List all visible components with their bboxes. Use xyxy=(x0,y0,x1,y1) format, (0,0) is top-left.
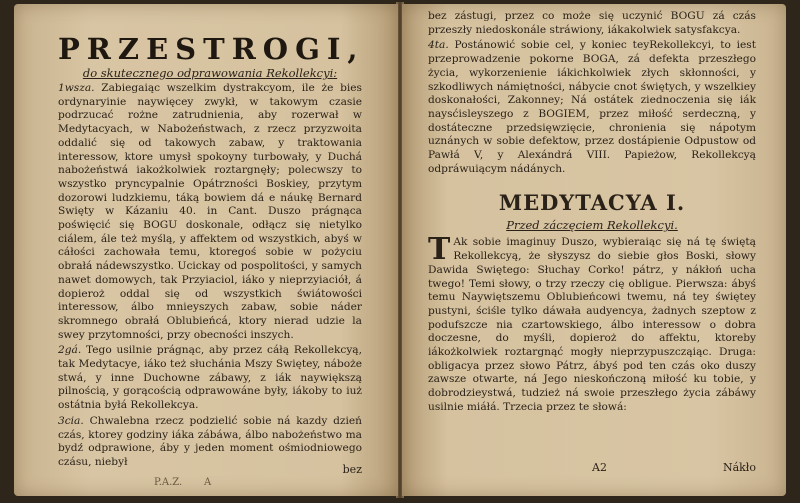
meditation-title: MEDYTACYA I. xyxy=(498,190,686,216)
paragraph-1 xyxy=(58,82,362,342)
signature-mark: P.A.Z. xyxy=(154,477,183,488)
meditation-paragraph xyxy=(428,232,756,414)
meditation-subtitle: Przed záczęciem Rekollekcyi. xyxy=(506,218,678,233)
paragraph-3 xyxy=(58,415,362,470)
left-page xyxy=(14,4,398,496)
paragraph-marker: 4ta. xyxy=(428,39,449,52)
paragraph-marker: 2gá. xyxy=(58,344,82,357)
signature-letter: A xyxy=(204,477,212,488)
page-title: PRZESTROGI, xyxy=(58,32,365,66)
point-4 xyxy=(428,39,756,176)
page-subtitle: do skutecznego odprawowania Rekollekcyi: xyxy=(82,66,338,80)
catchword: bez xyxy=(342,463,362,476)
catchword: Nákło xyxy=(722,461,756,474)
right-page xyxy=(402,4,786,496)
dropcap: T xyxy=(428,232,451,268)
paragraph-marker: 3cia. xyxy=(58,414,84,427)
paragraph-text: Chwalebna rzecz podzielić sobie ná kazdy dzień czás, ktorey godziny iáka zábáwa, álbo nabożeństwo ma bydź odprawione, áby y jeden moment ośmiodniowego czásu, niebył xyxy=(58,414,362,468)
paragraph-text: Zabiegaiąc wszelkim dystrakcyom, ile że bies ordynaryinie naywięcey zwykł, w takowym czasie podrzucać rożne zatrudnienia, aby rozerwał w Medytacyach, w Nabożeństwach, z rzecz przyzwoita oddalić się od takowych zabaw, y traktowania interessow, ktore umysł spokoyny turbowały, y Duchá nabożeństwá iakożkolwiek roztargnęły; polecwszy to wszystko pryncypalnie Opátrzności Boskiey, przytym dozorowi ludzkiemu, táką bowiem dá e náukę Bernard Swięty w Kázaniu 40. in Cant. Duszo prágnąca poświęcić się BOGU doskonale, odłącz się nietylko ciálem, ále też myślą, y affektem od wszystkich, abyś w cáłości zachowała temu, ktoregoś sobie w pożyciu obrałá nádewszystko. Ucickay od pospolitości, y samych nawet domowych, tak Przyiaciol, iáko y nieprzyiaciół, á dopieroż oddal się od wszystkich świátowości interessow, álbo mnieyszych zabaw, sobie náder skromnego obrałá Oblubieńcá, ktory nierad udzie la swey przytomności, przy obecności inszych. xyxy=(58,82,362,341)
intro-paragraph: bez zástugi, przez co może się uczynić BOGU zá czás przeszły niedoskonále stráwiony, iákakolwiek satysfakcya. xyxy=(428,10,756,36)
right-page-content xyxy=(402,4,786,496)
paragraph-text: Postánowić sobie cel, y koniec teyRekollekcyi, to iest przeprowadzenie pokorne BOGA, zá defekta przeszłego życia, wykorzenienie iákichkolwiek złych skłonności, y szkodliwych námiętności, nábycie cnot świętych, y wszelkiey doskonałości, Zakonney; Ná ostátek ziednoczenia się iák naysćisleyszego z BOGIEM, przez miłość serdeczną, y dostáteczne przedsięwzięcie, chronienia się nápotym uznánych w sobie defektow, przez dostápienie Odpustow od Pawłá V, y Alexándrá VIII. Papieżow, Rekollekcyą odpráwuiącym nádánych. xyxy=(428,39,756,175)
paragraph-2 xyxy=(58,344,362,413)
left-page-content xyxy=(14,4,398,496)
paragraph-marker: 1wsza. xyxy=(58,82,95,94)
meditation-text: Ak sobie imaginuy Duszo, wybieraiąc się ná tę świętą Rekollekcyą, że słyszysz do siebie głos Boski, słowy Dawida Swiętego: Słuchay Corko! pátrz, y nákłoń ucha twego! Temi słowy, o trzy rzeczy cię obligue. Pierwsza: ábyś temu Naywiętszemu Oblubieńcowi twemu, ná tey świętey pustyni, ściśle tylko dáwała audyencya, żadnych szeptow z podufszcze nia czartowskiego, álbo interessow o dobra doczesne, do myśli, dopieroż do affektu, ktoreby iákożkolwiek roztargnąć mogły nieprzypuszcząiąc. Druga: obligacya przez słowo Pátrz, ábyś pod ten czás oko duszy zawsze otwarte, ná Jego nieskończoną miłość ku tobie, y dobrodzieystwá, tudzież ná swoie przeszłego życia zábáwy usilnie miáłá. Trzecia przez te słowá: xyxy=(428,236,756,413)
paragraph-text: Tego usilnie prágnąc, aby przez cáłą Rekollekcyą, tak Medytacye, iáko też słuchánia Mszy Swiętey, náboże stwá, y inne Duchowne zábawy, z iák naywiększą pilnością, y gorącością odprawowáne były, iákoby to iuż ostátnia byłá Rekollekcya. xyxy=(58,344,362,412)
signature-mark: A2 xyxy=(592,461,607,474)
